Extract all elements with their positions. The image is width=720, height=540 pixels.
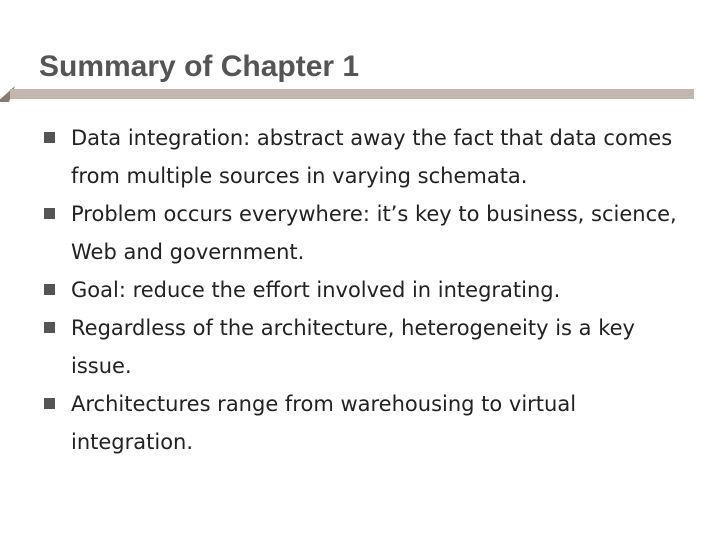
title-rule [10,89,694,99]
bullet-text: Architectures range from warehousing to virtual integration. [71,392,577,454]
square-bullet-icon [44,132,55,143]
bullet-list [44,119,694,461]
bullet-item [44,309,694,385]
bullet-text: Data integration: abstract away the fact that data comes from multiple sources in varying schemata. [71,126,673,188]
bullet-item [44,271,694,309]
bullet-item [44,119,694,195]
square-bullet-icon [44,398,55,409]
slide-title: Summary of Chapter 1 [39,50,360,83]
square-bullet-icon [44,322,55,333]
bullet-item [44,195,694,271]
square-bullet-icon [44,208,55,219]
bullet-text: Goal: reduce the effort involved in integrating. [71,278,561,302]
bullet-text: Regardless of the architecture, heterogeneity is a key issue. [71,316,635,378]
bullet-text: Problem occurs everywhere: it’s key to business, science, Web and government. [71,202,677,264]
square-bullet-icon [44,284,55,295]
bullet-item [44,385,694,461]
